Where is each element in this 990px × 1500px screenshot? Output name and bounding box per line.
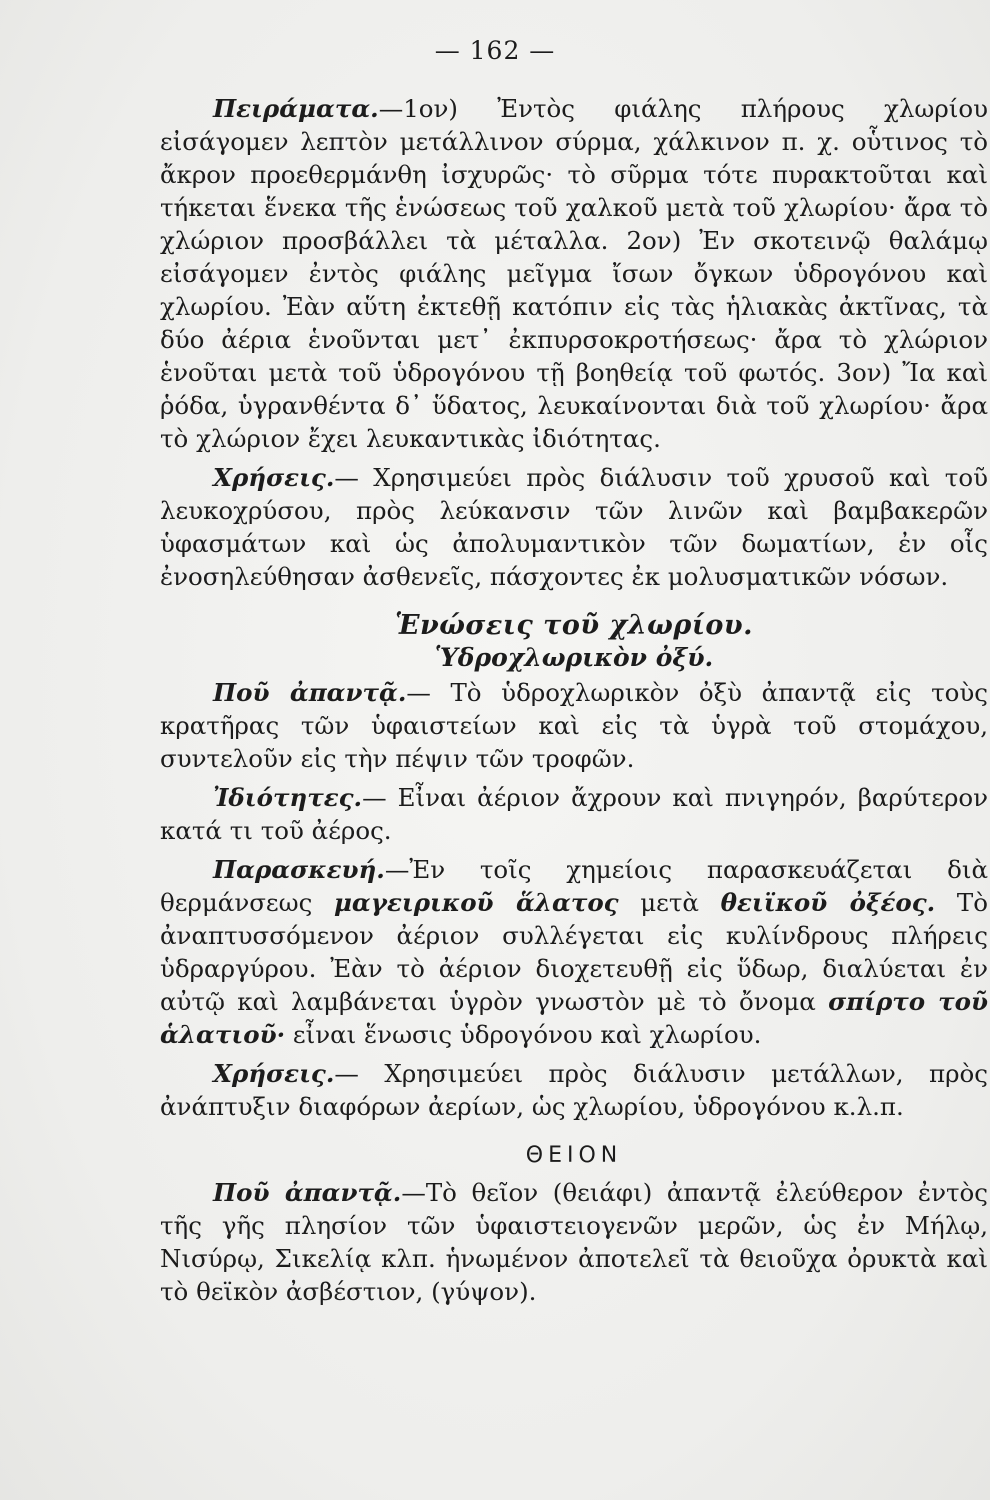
- table-salt-term: μαγειρικοῦ ἅλατος: [333, 888, 619, 917]
- spirit-of-salt-term: σπίρτο τοῦ ἁλατιοῦ·: [160, 987, 988, 1049]
- experiments-text: —1ον) Ἐντὸς φιάλης πλήρους χλωρίου εἰσάγομεν λεπτὸν μετάλλινον σύρμα, χάλκινον π. χ. οὗτινος τὸ ἄκρον προεθερμάνθη ἰσχυρῶς· τὸ σῦρμα τότε πυρακτοῦται καὶ τήκεται ἕνεκα τῆς ἑνώσεως τοῦ χαλκοῦ μετὰ τοῦ χλωρίου· ἄρα τὸ χλώριον προσβάλλει τὰ μέταλλα. 2ον) Ἐν σκοτεινῷ θαλάμῳ εἰσάγομεν ἐντὸς φιάλης μεῖγμα ἴσων ὄγκων ὑδρογόνου καὶ χλωρίου. Ἐὰν αὕτη ἐκτεθῇ κατόπιν εἰς τὰς ἡλιακὰς ἀκτῖνας, τὰ δύο ἀέρια ἑνοῦνται μετ᾽ ἐκπυρσοκροτήσεως· ἄρα τὸ χλώριον ἑνοῦται μετὰ τοῦ ὑδρογόνου τῇ βοηθείᾳ τοῦ φωτός. 3ον) Ἴα καὶ ῥόδα, ὑγρανθέντα δ᾽ ὕδατος, λευκαίνονται διὰ τοῦ χλωρίου· ἄρα τὸ χλώριον ἔχει λευκαντικὰς ἰδιότητας.: [160, 94, 988, 453]
- hcl-uses-text: — Χρησιμεύει πρὸς διάλυσιν μετάλλων, πρὸς ἀνάπτυξιν διαφόρων ἀερίων, ὡς χλωρίου, ὑδρογόνου κ.λ.π.: [160, 1059, 988, 1121]
- experiments-paragraph: [160, 92, 988, 455]
- hcl-properties-text: — Εἶναι ἀέριον ἄχρουν καὶ πνιγηρόν, βαρύτερον κατά τι τοῦ ἀέρος.: [160, 783, 988, 845]
- hcl-uses-lead: Χρήσεις.: [213, 1059, 335, 1088]
- uses-text: — Χρησιμεύει πρὸς διάλυσιν τοῦ χρυσοῦ καὶ τοῦ λευκοχρύσου, πρὸς λεύκανσιν τῶν λινῶν καὶ βαμβακερῶν ὑφασμάτων καὶ ὡς ἀπολυμαντικὸν τῶν δωματίων, ἐν οἷς ἐνοσηλεύθησαν ἀσθενεῖς, πάσχοντες ἐκ μολυσματικῶν νόσων.: [160, 463, 988, 591]
- sulfuric-acid-term: θειϊκοῦ ὀξέος.: [720, 888, 936, 917]
- sulfur-occurrence-text: —Τὸ θεῖον (θειάφι) ἀπαντᾷ ἐλεύθερον ἐντὸς τῆς γῆς πλησίον τῶν ὑφαιστειογενῶν μερῶν, ὡς ἐν Μήλῳ, Νισύρῳ, Σικελίᾳ κλπ. ἡνωμένον ἀποτελεῖ τὰ θειοῦχα ὀρυκτὰ καὶ τὸ θεϊκὸν ἀσβέστιον, (γύψον).: [160, 1178, 988, 1306]
- page-number: — 162 —: [434, 36, 556, 65]
- hcl-preparation-text-2: μετὰ: [618, 888, 721, 917]
- hcl-preparation-text-4: εἶναι ἕνωσις ὑδρογόνου καὶ χλωρίου.: [285, 1020, 762, 1049]
- sulfur-heading: ΘΕΙΟΝ: [525, 1143, 623, 1168]
- hydrochloric-acid-heading: Ὑδροχλωρικὸν ὀξύ.: [434, 643, 714, 672]
- hcl-preparation-paragraph: [160, 853, 988, 1051]
- sulfur-occurrence-lead: Ποῦ ἀπαντᾷ.: [213, 1178, 402, 1207]
- experiments-lead: Πειράματα.: [213, 94, 379, 123]
- hcl-properties-paragraph: [160, 781, 988, 847]
- hcl-uses-paragraph: [160, 1057, 988, 1123]
- hcl-preparation-text-1: —Ἐν τοῖς χημείοις παρασκευάζεται διὰ θερμάνσεως: [160, 855, 988, 917]
- hcl-occurrence-text: — Τὸ ὑδροχλωρικὸν ὀξὺ ἀπαντᾷ εἰς τοὺς κρατῆρας τῶν ὑφαιστείων καὶ εἰς τὰ ὑγρὰ τοῦ στομάχου, συντελοῦν εἰς τὴν πέψιν τῶν τροφῶν.: [160, 678, 988, 773]
- uses-paragraph: [160, 461, 988, 593]
- page-body: [160, 92, 988, 1308]
- hcl-preparation-lead: Παρασκευή.: [213, 855, 385, 884]
- hcl-occurrence-paragraph: [160, 676, 988, 775]
- uses-lead: Χρήσεις.: [213, 463, 335, 492]
- hcl-occurrence-lead: Ποῦ ἀπαντᾷ.: [213, 678, 407, 707]
- hcl-preparation-text-3: Τὸ ἀναπτυσσόμενον ἀέριον συλλέγεται εἰς κυλίνδρους πλήρεις ὑδραργύρου. Ἐὰν τὸ ἀέριον διοχετευθῇ εἰς ὕδωρ, διαλύεται ἐν αὐτῷ καὶ λαμβάνεται ὑγρὸν γνωστὸν μὲ τὸ ὄνομα: [160, 888, 988, 1016]
- sulfur-occurrence-paragraph: [160, 1176, 988, 1308]
- compounds-heading: Ἑνώσεις τοῦ χλωρίου.: [394, 610, 754, 641]
- hcl-properties-lead: Ἰδιότητες.: [213, 783, 363, 812]
